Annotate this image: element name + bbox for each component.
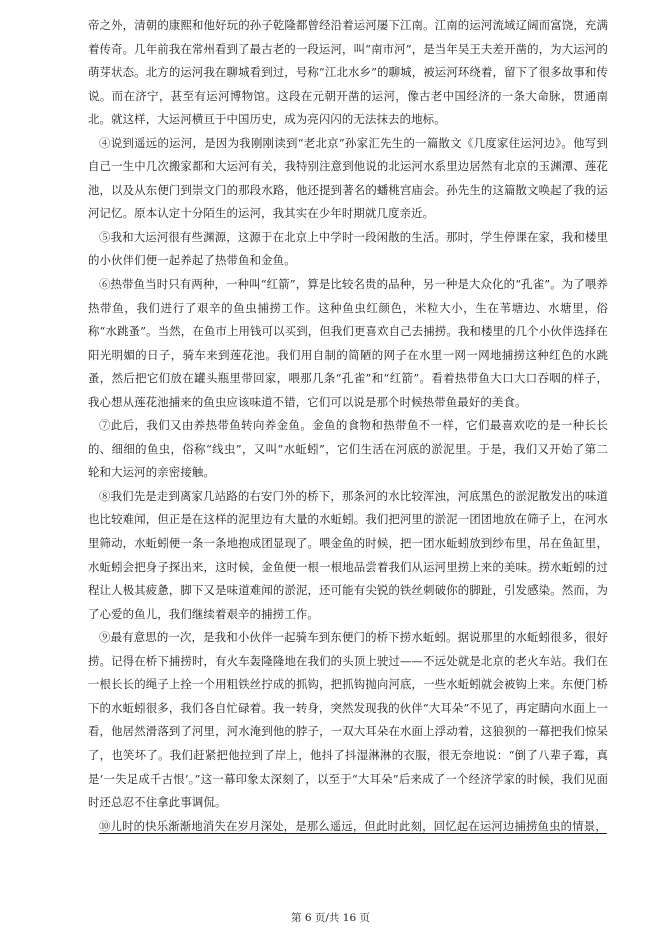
paragraph-3-continuation: 帝之外，清朝的康熙和他好玩的孙子乾隆都曾经沿着运河屡下江南。江南的运河流域辽阔而富饶，充满着传奇。几年前我在常州看到了最古老的一段运河，叫“南市河”，是当年吴王夫差开凿的，为大运河的萌芽状态。北方的运河我在聊城看到过，号称“江北水乡”的聊城，被运河环绕着，留下了很多故事和传说。而在济宁，甚至有运河博物馆。这段在元朝开凿的运河，像古老中国经济的一条大命脉，贯通南北。就这样，大运河横亘于中国历史，成为亮闪闪的无法抹去的地标。 [88, 18, 608, 127]
paragraph-9: ⑨最有意思的一次，是我和小伙伴一起骑车到东便门的桥下捞水蚯蚓。据说那里的水蚯蚓很多，很好捞。记得在桥下捕捞时，有火车轰隆隆地在我们的头顶上驶过——不远处就是北京的老火车站。我们在一根长长的绳子上拴一个用粗铁丝拧成的抓钩，把抓钩抛向河底，一些水蚯蚓就会被钩上来。东便门桥下的水蚯蚓很多，我们各自忙碌着。我一转身，突然发现我的伙伴“大耳朵”不见了，再定睛向水面上一看，他居然滑落到了河里，河水淹到他的脖子，一双大耳朵在水面上浮动着，这狼狈的一幕把我们惊呆了，也笑坏了。我们赶紧把他拉到了岸上，他抖了抖湿淋淋的衣服，很无奈地说：“倒了八辈子霉，真是‘一失足成千古恨’。”这一幕印象太深刻了，以至于“大耳朵”后来成了一个经济学家的时候，我们见面时还总忍不住拿此事调侃。 [88, 630, 608, 810]
paragraph-10-underlined [88, 815, 608, 839]
document-page [88, 14, 608, 838]
page-number-footer: 第 6 页/共 16 页 [291, 912, 370, 924]
paragraph-7: ⑦此后，我们又由养热带鱼转向养金鱼。金鱼的食物和热带鱼不一样，它们最喜欢吃的是一种长长的、细细的鱼虫，俗称“线虫”，又叫“水蚯蚓”，它们生活在河底的淤泥里。于是，我们又开始了第二轮和大运河的亲密接触。 [88, 418, 608, 480]
paragraph-6: ⑥热带鱼当时只有两种，一种叫“红箭”，算是比较名贵的品种，另一种是大众化的“孔雀”。为了喂养热带鱼，我们进行了艰辛的鱼虫捕捞工作。这种鱼虫红颜色，米粒大小，生在苇塘边、水塘里，俗称“水跳蚤”。当然，在鱼市上用钱可以买到，但我们更喜欢自己去捕捞。我和楼里的几个小伙伴选择在阳光明媚的日子，骑车来到莲花池。我们用自制的简陋的网子在水里一网一网地捕捞这种红色的水跳蚤，然后把它们放在罐头瓶里带回家，喂那几条“孔雀”和“红箭”。看着热带鱼大口大口吞咽的样子，我心想从莲花池捕来的鱼虫应该味道不错，它们可以说是那个时候热带鱼最好的美食。 [88, 277, 608, 409]
underlined-sentence: ⑩儿时的快乐渐渐地消失在岁月深处，是那么遥远，但此时此刻，回忆起在运河边捕捞鱼虫的情景， [99, 818, 607, 833]
paragraph-5: ⑤我和大运河很有些渊源，这源于在北京上中学时一段闲散的生活。那时，学生停课在家，我和楼里的小伙伴们便一起养起了热带鱼和金鱼。 [88, 229, 608, 268]
paragraph-4: ④说到遥远的运河，是因为我刚刚读到“老北京”孙家汇先生的一篇散文《几度家住运河边》。他写到自己一生中几次搬家都和大运河有关，我特别注意到他说的北运河水系里边居然有北京的玉渊潭、莲花池，以及从东便门到崇文门的那段水路，他还提到著名的蟠桃宫庙会。孙先生的这篇散文唤起了我的运河记忆。原本认定十分陌生的运河，我其实在少年时期就几度亲近。 [88, 135, 608, 221]
paragraph-8: ⑧我们先是走到离家几站路的右安门外的桥下，那条河的水比较浑浊，河底黑色的淤泥散发出的味道也比较难闻，但正是在这样的泥里边有大量的水蚯蚓。我们把河里的淤泥一团团地放在筛子上，在河水里筛动，水蚯蚓便一条一条地抱成团显现了。喂金鱼的时候，把一团水蚯蚓放到纱布里，吊在鱼缸里，水蚯蚓会把身子探出来，这时候，金鱼便一根一根地品尝着我们从运河里捞上来的美味。捞水蚯蚓的过程让人极其疲惫，脚下又是味道难闻的淤泥，还可能有尖锐的铁丝刺破你的脚趾，引发感染。然而，为了心爱的鱼儿，我们继续着艰辛的捕捞工作。 [88, 488, 608, 621]
